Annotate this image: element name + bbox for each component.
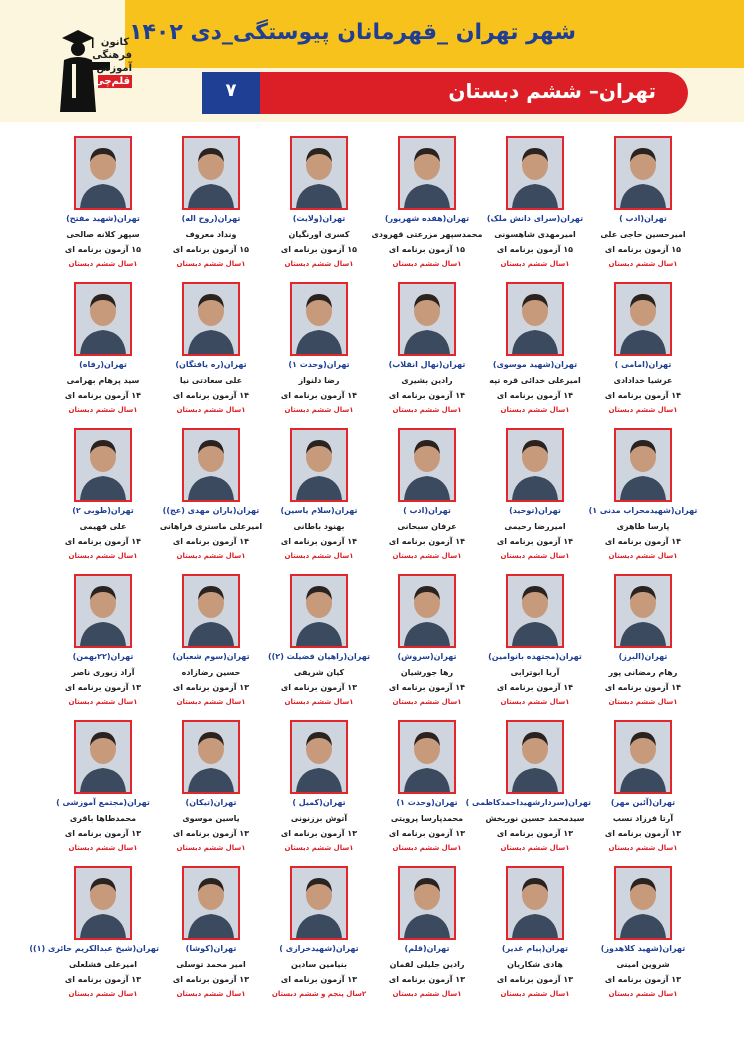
portrait-silhouette-icon <box>400 284 454 354</box>
student-name: کیان شریفی <box>293 668 345 677</box>
student-photo <box>290 866 348 940</box>
student-card <box>29 866 159 1000</box>
student-card <box>155 574 267 708</box>
student-school: تهران(مجتهده بانوامین) <box>488 652 582 661</box>
student-exam-count: ۱۴ آزمون برنامه ای <box>496 683 574 692</box>
student-photo <box>614 866 672 940</box>
portrait-silhouette-icon <box>76 430 130 500</box>
student-photo <box>614 136 672 210</box>
student-name: حسین رضازاده <box>181 668 241 677</box>
student-grade: ۱سال ششم دبستان <box>392 990 462 998</box>
student-exam-count: ۱۵ آزمون برنامه ای <box>64 245 142 254</box>
student-photo <box>506 282 564 356</box>
student-card <box>47 428 159 562</box>
portrait-silhouette-icon <box>616 868 670 938</box>
student-grade: ۱سال ششم دبستان <box>176 990 246 998</box>
student-school: تهران(شهید مفتح) <box>66 214 140 223</box>
portrait-silhouette-icon <box>292 576 346 646</box>
student-exam-count: ۱۳ آزمون برنامه ای <box>280 975 358 984</box>
portrait-silhouette-icon <box>508 138 562 208</box>
student-photo <box>398 136 456 210</box>
student-school: تهران(وحدت ۱) <box>396 798 458 807</box>
student-photo <box>74 720 132 794</box>
student-school: تهران(البرز) <box>618 652 668 661</box>
student-grade: ۱سال ششم دبستان <box>608 260 678 268</box>
student-school: تهران(سلام یاسین) <box>280 506 358 515</box>
student-card <box>587 428 699 562</box>
student-grade: ۱سال ششم دبستان <box>392 844 462 852</box>
student-name: عرفان سبحانی <box>397 522 457 531</box>
student-name: امیرعلی فشلعلی <box>68 960 138 969</box>
portrait-silhouette-icon <box>76 722 130 792</box>
student-grade: ۱سال ششم دبستان <box>176 844 246 852</box>
student-photo <box>506 136 564 210</box>
student-grade: ۱سال ششم دبستان <box>68 260 138 268</box>
student-name: رادین جلیلی لقمان <box>389 960 465 969</box>
student-name: محمدپارسا پرویتی <box>390 814 464 823</box>
student-card <box>47 282 159 416</box>
student-name: علی سعادتی نیا <box>179 376 243 385</box>
student-grade: ۱سال ششم دبستان <box>608 552 678 560</box>
student-name: یاسین موسوی <box>182 814 240 823</box>
student-name: عرشیا خدادادی <box>613 376 673 385</box>
student-name: پارسا طاهری <box>616 522 670 531</box>
student-school: تهران(سوم شعبان) <box>172 652 250 661</box>
student-grade: ۱سال ششم دبستان <box>608 698 678 706</box>
portrait-silhouette-icon <box>508 576 562 646</box>
student-exam-count: ۱۳ آزمون برنامه ای <box>64 829 142 838</box>
logo-line-1: کانون <box>100 37 130 48</box>
student-exam-count: ۱۴ آزمون برنامه ای <box>172 537 250 546</box>
student-school: تهران(قلم) <box>404 944 450 953</box>
student-name: سید پرهام بهرامی <box>66 376 140 385</box>
student-card <box>155 720 267 854</box>
student-exam-count: ۱۵ آزمون برنامه ای <box>388 245 466 254</box>
logo-text <box>92 36 132 88</box>
student-school: تهران(ادب ) <box>403 506 451 515</box>
student-name: آتوش برزنونی <box>290 814 348 823</box>
student-grade: ۱سال ششم دبستان <box>500 698 570 706</box>
student-school: تهران(روح اله) <box>181 214 241 223</box>
student-card <box>155 866 267 1000</box>
student-school: تهران(کمیل ) <box>292 798 346 807</box>
student-grade: ۱سال ششم دبستان <box>608 844 678 852</box>
student-school: تهران(توحید) <box>509 506 561 515</box>
student-school: تهران(شهید کلاهدوز) <box>600 944 686 953</box>
student-school: تهران(یاران مهدی (عج)) <box>162 506 260 515</box>
student-card <box>371 720 483 854</box>
student-photo <box>506 720 564 794</box>
logo-line-2: فرهنگی <box>92 50 132 61</box>
student-grade: ۱سال ششم دبستان <box>392 406 462 414</box>
student-school: تهران(سرای دانش ملک) <box>486 214 584 223</box>
student-card <box>155 428 267 562</box>
portrait-silhouette-icon <box>400 138 454 208</box>
student-photo <box>74 136 132 210</box>
student-card <box>263 720 375 854</box>
student-card <box>263 136 375 270</box>
portrait-silhouette-icon <box>400 722 454 792</box>
portrait-silhouette-icon <box>400 576 454 646</box>
student-school: تهران(کوشا) <box>185 944 237 953</box>
page-header <box>0 0 744 122</box>
main-title: شهر تهران _قهرمانان پیوستگی_دی ۱۴۰۲ <box>129 20 576 45</box>
student-card <box>47 720 159 854</box>
student-grade: ۱سال ششم دبستان <box>608 990 678 998</box>
student-name: آراد زیوری ناصر <box>71 668 135 677</box>
student-name: بهنود باطانی <box>293 522 345 531</box>
student-exam-count: ۱۳ آزمون برنامه ای <box>604 975 682 984</box>
student-exam-count: ۱۵ آزمون برنامه ای <box>604 245 682 254</box>
student-exam-count: ۱۴ آزمون برنامه ای <box>280 391 358 400</box>
student-school: تهران(سردارشهیداحمدکاظمی ) <box>465 798 591 807</box>
student-school: تهران(ره یافتگان) <box>175 360 247 369</box>
student-photo <box>614 574 672 648</box>
student-grade: ۱سال ششم دبستان <box>284 698 354 706</box>
student-grade: ۱سال ششم دبستان <box>176 260 246 268</box>
student-card <box>465 720 591 854</box>
student-school: تهران(سروش) <box>397 652 457 661</box>
student-exam-count: ۱۴ آزمون برنامه ای <box>388 683 466 692</box>
student-photo <box>182 720 240 794</box>
student-name: علی فهیمی <box>79 522 127 531</box>
student-grade: ۱سال ششم دبستان <box>392 260 462 268</box>
student-exam-count: ۱۵ آزمون برنامه ای <box>496 245 574 254</box>
student-exam-count: ۱۵ آزمون برنامه ای <box>172 245 250 254</box>
page-number-box <box>202 72 260 114</box>
student-school: تهران(وحدت ۱) <box>288 360 350 369</box>
student-name: ونداد معروف <box>185 230 237 239</box>
student-name: سپهر کلانه صالحی <box>66 230 140 239</box>
student-school: تهران(تیکان) <box>185 798 237 807</box>
student-exam-count: ۱۳ آزمون برنامه ای <box>64 683 142 692</box>
student-exam-count: ۱۳ آزمون برنامه ای <box>172 975 250 984</box>
student-name: رها جورشیان <box>400 668 454 677</box>
student-photo <box>398 282 456 356</box>
student-card <box>371 574 483 708</box>
student-photo <box>614 282 672 356</box>
student-exam-count: ۱۳ آزمون برنامه ای <box>604 829 682 838</box>
student-photo <box>398 720 456 794</box>
student-school: تهران(۲۲بهمن) <box>72 652 134 661</box>
student-name: امیررضا رحیمی <box>504 522 566 531</box>
student-card <box>263 866 375 1000</box>
student-school: تهران(آئین مهر) <box>610 798 676 807</box>
student-photo <box>506 428 564 502</box>
student-exam-count: ۱۴ آزمون برنامه ای <box>388 391 466 400</box>
student-grade: ۱سال ششم دبستان <box>608 406 678 414</box>
student-exam-count: ۱۴ آزمون برنامه ای <box>604 391 682 400</box>
page-number: ۷ <box>225 80 237 101</box>
student-name: کسری اورنگیان <box>288 230 350 239</box>
student-photo <box>182 428 240 502</box>
student-grade: ۱سال ششم دبستان <box>284 260 354 268</box>
student-school: تهران(راهیان فضیلت (۲)) <box>267 652 371 661</box>
student-school: تهران(هفده شهریور) <box>384 214 470 223</box>
student-exam-count: ۱۳ آزمون برنامه ای <box>496 975 574 984</box>
student-exam-count: ۱۳ آزمون برنامه ای <box>64 975 142 984</box>
student-photo <box>506 574 564 648</box>
student-name: آریا ابوترابی <box>510 668 560 677</box>
portrait-silhouette-icon <box>292 430 346 500</box>
student-name: رضا دلنواز <box>298 376 340 385</box>
student-card <box>479 574 591 708</box>
portrait-silhouette-icon <box>184 138 238 208</box>
student-photo <box>506 866 564 940</box>
student-photo <box>74 428 132 502</box>
student-school: تهران(نهال انقلاب) <box>388 360 466 369</box>
portrait-silhouette-icon <box>76 138 130 208</box>
student-name: محمدطاها باقری <box>69 814 137 823</box>
student-card <box>587 720 699 854</box>
student-card <box>371 136 483 270</box>
student-exam-count: ۱۳ آزمون برنامه ای <box>172 829 250 838</box>
student-card <box>47 136 159 270</box>
student-photo <box>398 428 456 502</box>
portrait-silhouette-icon <box>184 284 238 354</box>
student-grade: ۱سال ششم دبستان <box>392 552 462 560</box>
student-exam-count: ۱۳ آزمون برنامه ای <box>388 975 466 984</box>
student-grade: ۱سال ششم دبستان <box>284 552 354 560</box>
student-school: تهران(شیخ عبدالکریم حائری (۱)) <box>29 944 159 953</box>
portrait-silhouette-icon <box>292 284 346 354</box>
portrait-silhouette-icon <box>616 722 670 792</box>
student-card <box>371 866 483 1000</box>
student-card <box>479 428 591 562</box>
student-card <box>587 136 699 270</box>
student-grade: ۱سال ششم دبستان <box>176 552 246 560</box>
student-name: شروین امینی <box>616 960 670 969</box>
portrait-silhouette-icon <box>292 868 346 938</box>
student-card <box>479 136 591 270</box>
portrait-silhouette-icon <box>184 430 238 500</box>
student-card <box>155 136 267 270</box>
student-exam-count: ۱۳ آزمون برنامه ای <box>388 829 466 838</box>
student-school: تهران(طوبی ۲) <box>72 506 134 515</box>
portrait-silhouette-icon <box>400 868 454 938</box>
student-photo <box>290 428 348 502</box>
portrait-silhouette-icon <box>76 284 130 354</box>
student-school: تهران(شهیدخرازی ) <box>279 944 359 953</box>
student-school: تهران(پیام غدیر) <box>501 944 569 953</box>
student-exam-count: ۱۳ آزمون برنامه ای <box>280 683 358 692</box>
student-exam-count: ۱۴ آزمون برنامه ای <box>172 391 250 400</box>
student-card <box>479 866 591 1000</box>
student-grade: ۱سال ششم دبستان <box>176 698 246 706</box>
student-grade: ۱سال ششم دبستان <box>68 698 138 706</box>
student-name: امیرمهدی شاهسونی <box>494 230 576 239</box>
student-grade: ۱سال ششم دبستان <box>68 990 138 998</box>
student-card <box>479 282 591 416</box>
student-name: محمدسپهر مزرعتی قهرودی <box>371 230 483 239</box>
student-card <box>371 428 483 562</box>
student-photo <box>182 282 240 356</box>
student-grade: ۱سال ششم دبستان <box>68 844 138 852</box>
student-photo <box>74 574 132 648</box>
student-grade: ۱سال ششم دبستان <box>500 552 570 560</box>
student-school: تهران(شهیدمحراب مدنی ۱) <box>588 506 698 515</box>
student-exam-count: ۱۳ آزمون برنامه ای <box>280 829 358 838</box>
subtitle: تهران– ششم دبستان <box>448 79 656 103</box>
portrait-silhouette-icon <box>616 138 670 208</box>
student-photo <box>182 866 240 940</box>
student-grade: ۱سال ششم دبستان <box>500 406 570 414</box>
student-card <box>587 282 699 416</box>
portrait-silhouette-icon <box>616 430 670 500</box>
portrait-silhouette-icon <box>400 430 454 500</box>
student-exam-count: ۱۴ آزمون برنامه ای <box>280 537 358 546</box>
student-card <box>371 282 483 416</box>
title-band <box>125 0 744 68</box>
student-grade: ۱سال ششم دبستان <box>284 406 354 414</box>
student-school: تهران(امامی ) <box>614 360 672 369</box>
student-card <box>263 428 375 562</box>
student-photo <box>182 574 240 648</box>
student-name: بنیامین سادین <box>291 960 347 969</box>
student-photo <box>290 282 348 356</box>
student-photo <box>398 574 456 648</box>
student-photo <box>614 720 672 794</box>
student-exam-count: ۱۴ آزمون برنامه ای <box>604 683 682 692</box>
student-school: تهران(مجتمع آموزشی ) <box>56 798 150 807</box>
student-exam-count: ۱۴ آزمون برنامه ای <box>64 391 142 400</box>
student-grade: ۱سال ششم دبستان <box>176 406 246 414</box>
portrait-silhouette-icon <box>184 868 238 938</box>
student-name: سیدمحمد حسین نوربخش <box>485 814 585 823</box>
portrait-silhouette-icon <box>616 576 670 646</box>
portrait-silhouette-icon <box>76 868 130 938</box>
portrait-silhouette-icon <box>76 576 130 646</box>
student-card <box>263 282 375 416</box>
student-photo <box>74 282 132 356</box>
student-name: هادی شکاریان <box>507 960 563 969</box>
student-exam-count: ۱۳ آزمون برنامه ای <box>172 683 250 692</box>
student-card <box>155 282 267 416</box>
student-exam-count: ۱۴ آزمون برنامه ای <box>496 537 574 546</box>
portrait-silhouette-icon <box>292 138 346 208</box>
portrait-silhouette-icon <box>508 284 562 354</box>
student-photo <box>290 574 348 648</box>
student-grade: ۱سال ششم دبستان <box>68 552 138 560</box>
student-name: امیرحسین حاجی علی <box>600 230 686 239</box>
student-card <box>263 574 375 708</box>
student-name: آرتا فرزاد نسب <box>612 814 674 823</box>
student-name: امیرعلی خدائی قره تپه <box>489 376 581 385</box>
student-card <box>47 574 159 708</box>
student-school: تهران(شهید موسوی) <box>492 360 578 369</box>
student-school: تهران(رفاه) <box>79 360 127 369</box>
student-grade: ۱سال ششم دبستان <box>284 844 354 852</box>
student-exam-count: ۱۴ آزمون برنامه ای <box>496 391 574 400</box>
portrait-silhouette-icon <box>508 430 562 500</box>
portrait-silhouette-icon <box>184 576 238 646</box>
student-name: رادین بشیری <box>401 376 453 385</box>
student-grade: ۱سال ششم دبستان <box>68 406 138 414</box>
student-card <box>587 574 699 708</box>
portrait-silhouette-icon <box>184 722 238 792</box>
student-photo <box>74 866 132 940</box>
student-photo <box>290 136 348 210</box>
student-exam-count: ۱۵ آزمون برنامه ای <box>280 245 358 254</box>
student-grade: ۱سال ششم دبستان <box>500 990 570 998</box>
student-name: رهام رمضانی پور <box>608 668 678 677</box>
portrait-silhouette-icon <box>292 722 346 792</box>
logo-line-4: قلم‌چی <box>94 76 130 87</box>
student-photo <box>614 428 672 502</box>
student-exam-count: ۱۴ آزمون برنامه ای <box>64 537 142 546</box>
student-exam-count: ۱۳ آزمون برنامه ای <box>496 829 574 838</box>
student-card <box>587 866 699 1000</box>
logo-line-3: آموزش <box>96 63 132 74</box>
student-name: امیر محمد توسلی <box>176 960 246 969</box>
student-school: تهران(ادب ) <box>619 214 667 223</box>
portrait-silhouette-icon <box>508 722 562 792</box>
student-photo <box>182 136 240 210</box>
student-exam-count: ۱۴ آزمون برنامه ای <box>604 537 682 546</box>
student-grade: ۲سال پنجم و ششم دبستان <box>271 990 367 998</box>
student-name: امیرعلی ماستری فراهانی <box>159 522 263 531</box>
portrait-silhouette-icon <box>508 868 562 938</box>
portrait-silhouette-icon <box>616 284 670 354</box>
student-grade: ۱سال ششم دبستان <box>392 698 462 706</box>
student-school: تهران(ولایت) <box>292 214 346 223</box>
student-grade: ۱سال ششم دبستان <box>500 260 570 268</box>
subtitle-band <box>260 72 688 114</box>
student-grade: ۱سال ششم دبستان <box>500 844 570 852</box>
student-photo <box>398 866 456 940</box>
student-photo <box>290 720 348 794</box>
student-exam-count: ۱۴ آزمون برنامه ای <box>388 537 466 546</box>
